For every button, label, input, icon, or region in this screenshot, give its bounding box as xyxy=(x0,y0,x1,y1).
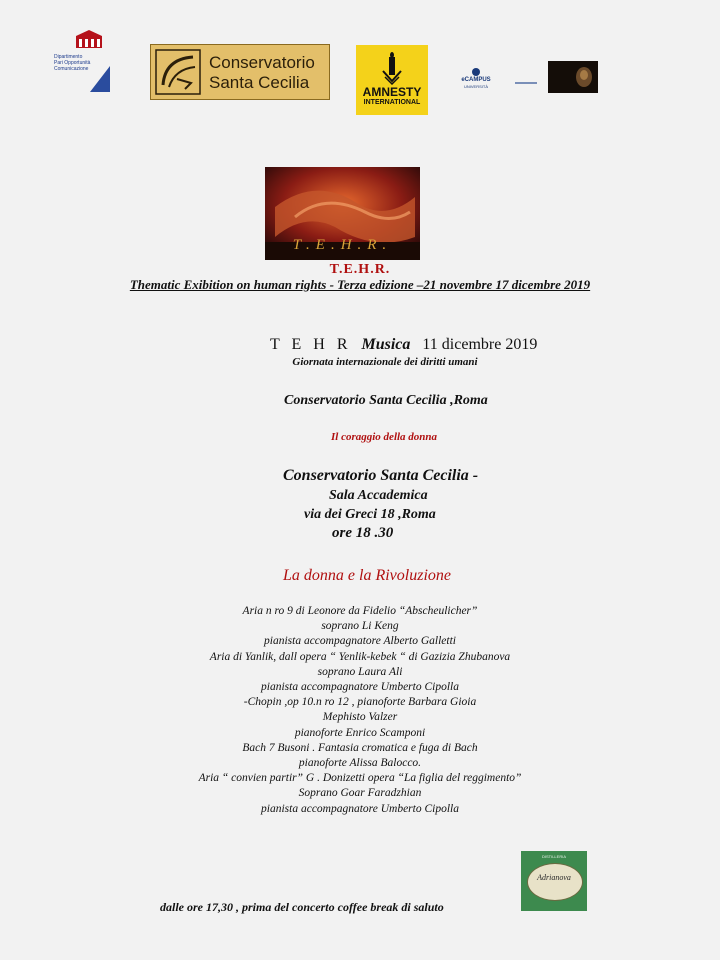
government-logo xyxy=(50,30,122,102)
coffee-break-note: dalle ore 17,30 , prima del concerto coffee break di saluto xyxy=(160,900,444,914)
program-line: pianista accompagnatore Alberto Galletti xyxy=(264,635,456,648)
distillery-logo xyxy=(521,851,587,911)
program-line: Aria n ro 9 di Leonore da Fidelio “Abscheulicher” xyxy=(242,605,478,617)
program-line: pianista accompagnatore Umberto Cipolla xyxy=(261,681,459,694)
program-line: Soprano Goar Faradzhian xyxy=(298,787,422,800)
amnesty-logo-line2: INTERNATIONAL xyxy=(363,99,421,106)
program-line: pianoforte Enrico Scamponi xyxy=(294,726,426,739)
tehr-poster-image xyxy=(265,167,420,260)
candle-icon xyxy=(382,51,402,85)
program-line: Aria “ convien partir” G . Donizetti opera “La figlia del reggimento” xyxy=(198,772,522,785)
tehr-title: T.E.H.R. xyxy=(329,262,391,277)
distillery-label-oval xyxy=(527,863,583,901)
program-line: Aria di Yanlik, dall opera “ Yenlik-kebek “ di Gazizia Zhubanova xyxy=(209,650,511,663)
gov-department-text: Dipartimento Pari Opportunità Comunicazione xyxy=(54,54,91,72)
venue-line: Conservatorio Santa Cecilia ,Roma xyxy=(284,393,488,408)
poster-caption: T.E.H.R. xyxy=(292,237,393,253)
venue-address: via dei Greci 18 ,Roma xyxy=(304,507,436,522)
conservatorio-logo xyxy=(150,44,330,100)
amnesty-logo xyxy=(356,45,428,115)
venue-name: Conservatorio Santa Cecilia - xyxy=(283,467,479,484)
venue-hall: Sala Accademica xyxy=(329,488,428,503)
ecampus-subtext: UNIVERSITÀ xyxy=(463,84,488,89)
program-line: Bach 7 Busoni . Fantasia cromatica e fuga di Bach xyxy=(242,741,478,754)
sponsor-mark-icon xyxy=(515,80,537,86)
conservatorio-logo-line1: Conservatorio xyxy=(209,53,315,72)
distillery-top-text: DISTILLERIA xyxy=(541,854,566,859)
event-label: T E H R xyxy=(270,336,352,353)
event-music: Musica xyxy=(361,336,411,353)
building-icon xyxy=(76,30,102,48)
event-heading xyxy=(270,336,537,354)
program-line: -Chopin ,op 10.n ro 12 , pianoforte Barbara Gioia xyxy=(243,696,477,709)
event-date: 11 dicembre 2019 xyxy=(422,336,538,353)
concert-title: La donna e la Rivoluzione xyxy=(283,567,451,584)
program-list xyxy=(150,604,570,817)
ecampus-text: eCAMPUS xyxy=(461,77,491,83)
conservatorio-logo-line2: Santa Cecilia xyxy=(209,73,310,92)
ecampus-logo xyxy=(456,68,496,92)
dark-emblem-icon xyxy=(548,61,598,93)
conservatorio-emblem-icon xyxy=(155,49,201,95)
program-line: Mephisto Valzer xyxy=(322,711,398,724)
amnesty-logo-line1: AMNESTY xyxy=(362,85,422,99)
program-line: pianoforte Alissa Balocco. xyxy=(298,757,422,770)
ecampus-dot-icon xyxy=(472,68,480,76)
exhibition-subtitle: Thematic Exibition on human rights - Terza edizione –21 novembre 17 dicembre 2019 xyxy=(129,277,591,292)
day-title: Giornata internazionale dei diritti umani xyxy=(292,356,478,368)
dark-sponsor-logo xyxy=(548,61,598,93)
triangle-mark xyxy=(90,66,110,92)
program-line: soprano Li Keng xyxy=(321,620,399,633)
program-line: soprano Laura Ali xyxy=(317,665,403,678)
distillery-brand: Adrianova xyxy=(537,873,571,882)
event-time: ore 18 .30 xyxy=(332,525,394,541)
small-sponsor-logo xyxy=(515,73,537,79)
program-line: pianista accompagnatore Umberto Cipolla xyxy=(261,802,459,815)
event-subtitle: Il coraggio della donna xyxy=(331,431,438,443)
